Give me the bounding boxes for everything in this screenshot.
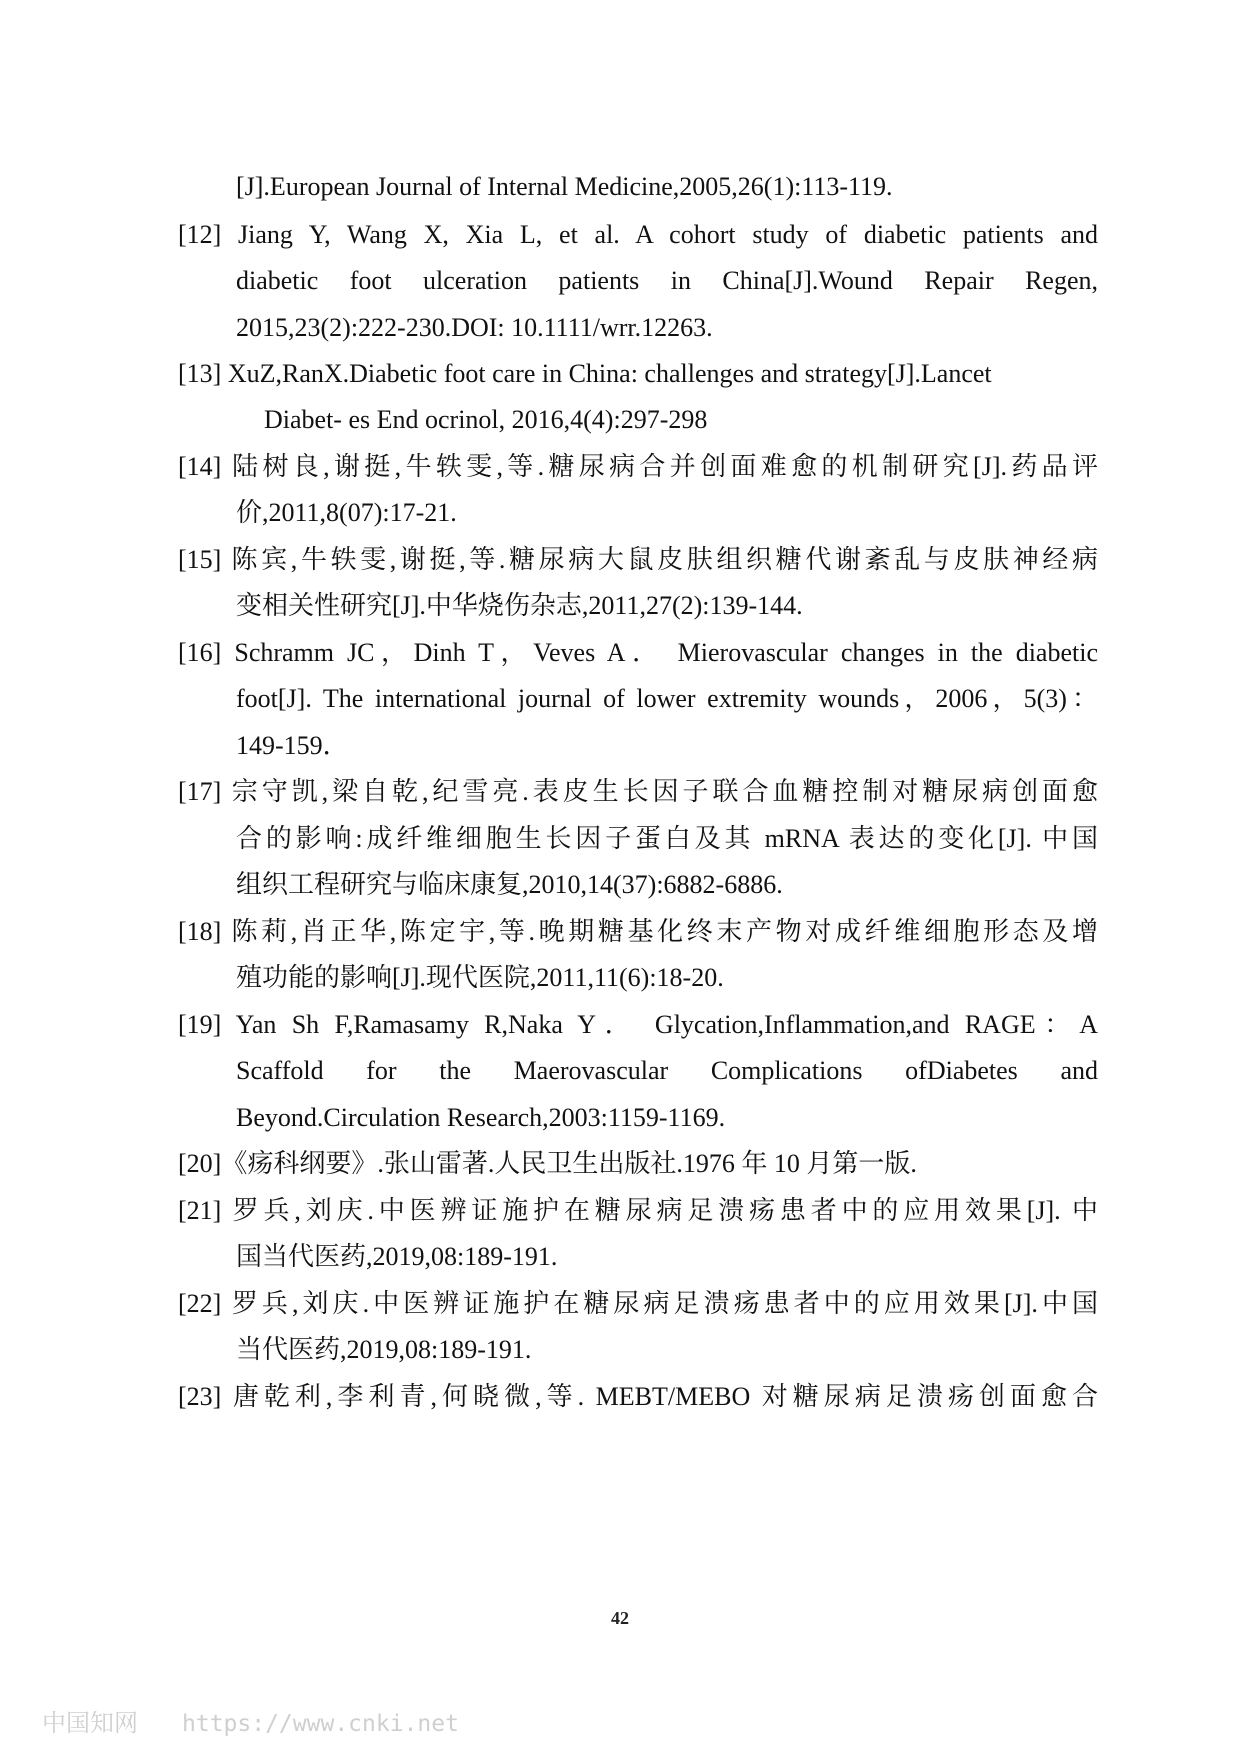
ref-15-line-2: 变相关性研究[J].中华烧伤杂志,2011,27(2):139-144. bbox=[236, 591, 803, 620]
ref-21-line-2: 国当代医药,2019,08:189-191. bbox=[236, 1242, 558, 1271]
ref-16-line-3: 149-159． bbox=[236, 731, 349, 760]
ref-18-line-1: [18] 陈莉,肖正华,陈定宇,等.晚期糖基化终末产物对成纤维细胞形态及增 bbox=[178, 917, 1098, 946]
watermark-brand: 中国知网 bbox=[42, 1709, 138, 1737]
ref-17-line-3: 组织工程研究与临床康复,2010,14(37):6882-6886. bbox=[236, 870, 783, 899]
ref-19-line-2: Scaffold for the Maerovascular Complications ofDiabetes and bbox=[236, 1056, 1098, 1085]
ref-16-line-2: foot[J]. The international journal of lower extremity wounds，2006，5(3)： bbox=[236, 684, 1098, 713]
ref-19-line-3: Beyond.Circulation Research,2003:1159-1169. bbox=[236, 1103, 726, 1132]
ref-18-line-2: 殖功能的影响[J].现代医院,2011,11(6):18-20. bbox=[236, 963, 724, 992]
ref-15-line-1: [15] 陈宾,牛轶雯,谢挺,等.糖尿病大鼠皮肤组织糖代谢紊乱与皮肤神经病 bbox=[178, 545, 1098, 574]
ref-19-line-1: [19] Yan Sh F,Ramasamy R,Naka Y． Glycation,Inflammation,and RAGE：A bbox=[178, 1010, 1098, 1039]
ref-13-line-2: Diabet- es End ocrinol, 2016,4(4):297-298 bbox=[264, 405, 708, 434]
ref-23-line-1: [23] 唐乾利,李利青,何晓微,等. MEBT/MEBO 对糖尿病足溃疡创面愈合 bbox=[178, 1382, 1098, 1411]
ref-17-line-1: [17] 宗守凯,梁自乾,纪雪亮.表皮生长因子联合血糖控制对糖尿病创面愈 bbox=[178, 777, 1098, 806]
cnki-watermark bbox=[42, 1703, 459, 1738]
watermark-url: https://www.cnki.net bbox=[182, 1711, 459, 1737]
ref-12-line-3: 2015,23(2):222-230.DOI: 10.1111/wrr.12263. bbox=[236, 313, 713, 342]
page-number: 42 bbox=[611, 1608, 629, 1628]
ref-12-line-2: diabetic foot ulceration patients in China[J].Wound Repair Regen, bbox=[236, 266, 1098, 295]
ref-13-line-1: [13] XuZ,RanX.Diabetic foot care in China: challenges and strategy[J].Lancet bbox=[178, 359, 992, 388]
ref-14-line-1: [14] 陆树良,谢挺,牛轶雯,等.糖尿病合并创面难愈的机制研究[J].药品评 bbox=[178, 452, 1098, 481]
ref-22-line-1: [22] 罗兵,刘庆.中医辨证施护在糖尿病足溃疡患者中的应用效果[J].中国 bbox=[178, 1289, 1098, 1318]
ref-21-line-1: [21] 罗兵,刘庆.中医辨证施护在糖尿病足溃疡患者中的应用效果[J]. 中 bbox=[178, 1196, 1098, 1225]
ref-17-line-2: 合的影响:成纤维细胞生长因子蛋白及其 mRNA 表达的变化[J]. 中国 bbox=[236, 824, 1098, 853]
ref-20-line-1: [20]《疡科纲要》.张山雷著.人民卫生出版社.1976 年 10 月第一版. bbox=[178, 1149, 917, 1178]
ref-16-line-1: [16] Schramm JC，Dinh T，Veves A． Mierovascular changes in the diabetic bbox=[178, 638, 1098, 667]
ref-14-line-2: 价,2011,8(07):17-21. bbox=[236, 498, 457, 527]
ref-12-line-1: [12] Jiang Y, Wang X, Xia L, et al. A cohort study of diabetic patients and bbox=[178, 220, 1098, 249]
ref-11-line-2: [J].European Journal of Internal Medicine,2005,26(1):113-119. bbox=[236, 172, 893, 201]
ref-22-line-2: 当代医药,2019,08:189-191. bbox=[236, 1335, 532, 1364]
